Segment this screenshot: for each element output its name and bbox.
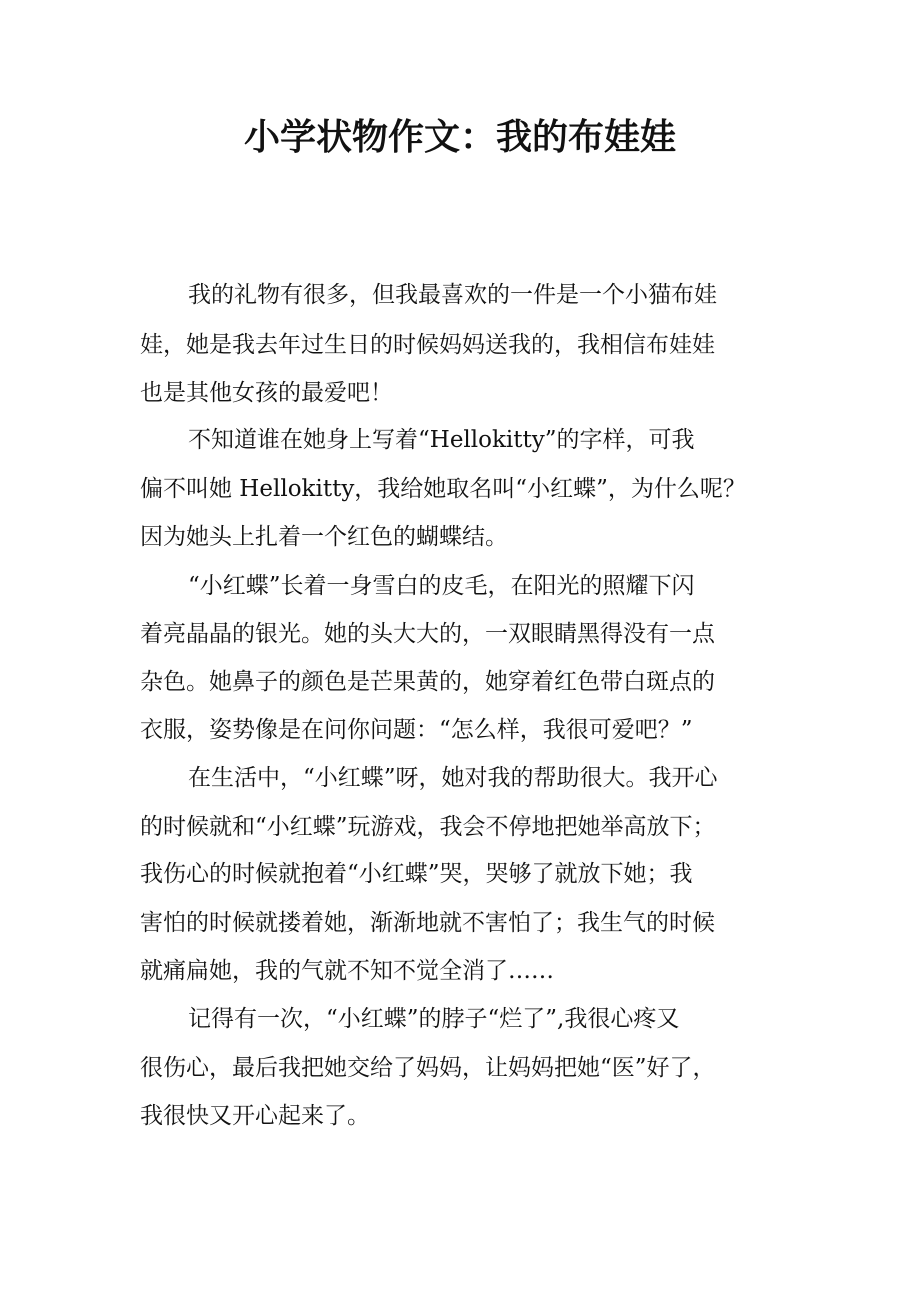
paragraph-3-line-1: “小红蝶”长着一身雪白的皮毛，在阳光的照耀下闪 [188, 573, 695, 599]
paragraph-4-line-5: 就痛扁她，我的气就不知不觉全消了…… [140, 958, 554, 984]
paragraph-1-line-1: 我的礼物有很多，但我最喜欢的一件是一个小猫布娃 [188, 282, 717, 308]
paragraph-4-line-3: 我伤心的时候就抱着“小红蝶”哭，哭够了就放下她；我 [140, 861, 693, 887]
paragraph-3-line-4: 衣服，姿势像是在问你问题：“怎么样，我很可爱吧？” [140, 717, 693, 743]
paragraph-2-line-1: 不知道谁在她身上写着“Hellokitty”的字样，可我 [188, 427, 695, 453]
document-title: 小学状物作文：我的布娃娃 [243, 116, 676, 158]
paragraph-5-line-3: 我很快又开心起来了。 [140, 1103, 370, 1129]
paragraph-3-line-2: 着亮晶晶的银光。她的头大大的，一双眼睛黑得没有一点 [140, 621, 715, 647]
paragraph-5-line-2: 很伤心，最后我把她交给了妈妈，让妈妈把她“医”好了， [140, 1055, 716, 1081]
paragraph-4-line-4: 害怕的时候就搂着她，渐渐地就不害怕了；我生气的时候 [140, 910, 715, 936]
paragraph-2-line-2: 偏不叫她 Hellokitty，我给她取名叫“小红蝶”，为什么呢？ [140, 476, 746, 502]
paragraph-5-line-1: 记得有一次，“小红蝶”的脖子“烂了”,我很心疼又 [188, 1006, 680, 1032]
paragraph-1-line-2: 娃，她是我去年过生日的时候妈妈送我的，我相信布娃娃 [140, 332, 715, 358]
paragraph-1-line-3: 也是其他女孩的最爱吧！ [140, 380, 393, 406]
paragraph-2-line-3: 因为她头上扎着一个红色的蝴蝶结。 [140, 524, 508, 550]
paragraph-4-line-1: 在生活中，“小红蝶”呀，她对我的帮助很大。我开心 [188, 765, 718, 791]
paragraph-3-line-3: 杂色。她鼻子的颜色是芒果黄的，她穿着红色带白斑点的 [140, 669, 715, 695]
paragraph-4-line-2: 的时候就和“小红蝶”玩游戏，我会不停地把她举高放下； [140, 814, 716, 840]
